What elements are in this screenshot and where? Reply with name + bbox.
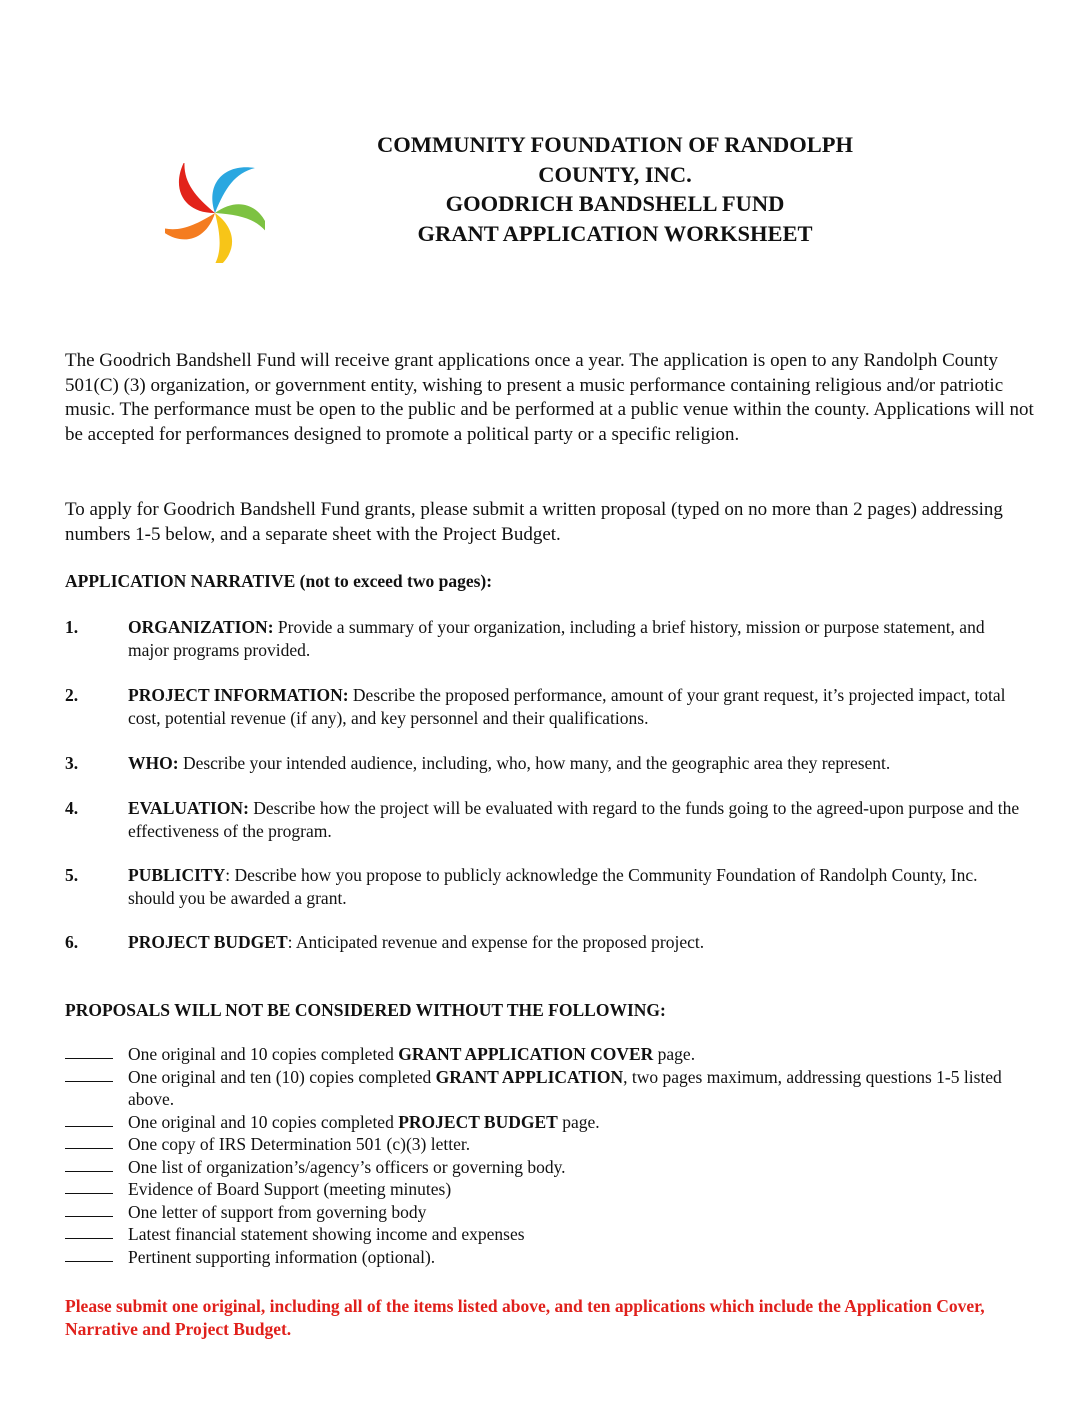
title-line: COMMUNITY FOUNDATION OF RANDOLPH bbox=[376, 132, 853, 157]
item-text: Describe the proposed performance, amount of your grant request, it’s projected impact, total cost, potential revenue (if any), and key personnel and their qualifications. bbox=[128, 685, 1006, 728]
narrative-item-organization bbox=[65, 616, 1025, 662]
checklist-item bbox=[65, 1043, 1025, 1066]
item-text: Describe your intended audience, including, who, how many, and the geographic area they represent. bbox=[178, 753, 891, 773]
item-text: : Anticipated revenue and expense for the proposed project. bbox=[287, 932, 705, 952]
item-text: Describe how the project will be evaluated with regard to the funds going to the agreed-upon purpose and the effectiveness of the program. bbox=[128, 798, 1020, 841]
narrative-item-project-budget bbox=[65, 931, 1025, 954]
checklist-blank-line bbox=[65, 1148, 113, 1149]
checklist-text: Evidence of Board Support (meeting minutes) bbox=[128, 1179, 452, 1199]
swirl-logo-icon bbox=[165, 163, 265, 263]
checklist-text: One letter of support from governing body bbox=[128, 1201, 427, 1222]
item-number: 3. bbox=[65, 753, 79, 773]
checklist-blank-line bbox=[65, 1126, 113, 1127]
checklist-blank-line bbox=[65, 1261, 113, 1262]
checklist-item bbox=[65, 1111, 1025, 1134]
intro-paragraph-2: To apply for Goodrich Bandshell Fund grants, please submit a written proposal (typed on no more than 2 pages) addressing numbers 1-5 below, and a separate sheet with the Project Budget. bbox=[65, 499, 1003, 545]
item-heading: WHO: bbox=[128, 753, 179, 773]
checklist-item bbox=[65, 1178, 1025, 1201]
narrative-item-evaluation bbox=[65, 797, 1025, 843]
checklist-item bbox=[65, 1133, 1025, 1156]
item-heading: PROJECT INFORMATION: bbox=[128, 685, 349, 705]
checklist-bold-text: GRANT APPLICATION bbox=[435, 1066, 624, 1087]
item-text: Provide a summary of your organization, including a brief history, mission or purpose statement, and major programs provided. bbox=[128, 617, 985, 660]
submission-note: Please submit one original, including all of the items listed above, and ten applications which include the Application Cover, Narrative and Project Budget. bbox=[65, 1296, 985, 1339]
requirements-checklist bbox=[65, 1043, 1025, 1268]
checklist-bold-text: PROJECT BUDGET bbox=[398, 1111, 558, 1132]
item-heading: ORGANIZATION: bbox=[128, 617, 274, 637]
narrative-heading: APPLICATION NARRATIVE (not to exceed two pages): bbox=[65, 571, 493, 591]
checklist-item bbox=[65, 1246, 1025, 1269]
checklist-item bbox=[65, 1201, 1025, 1224]
checklist-item bbox=[65, 1156, 1025, 1179]
proposals-heading: PROPOSALS WILL NOT BE CONSIDERED WITHOUT THE FOLLOWING: bbox=[65, 1000, 666, 1020]
title-line: GOODRICH BANDSHELL FUND bbox=[445, 191, 785, 216]
checklist-text: One original and 10 copies completed bbox=[128, 1044, 399, 1064]
item-number: 2. bbox=[65, 685, 79, 705]
item-number: 1. bbox=[65, 617, 79, 637]
item-heading: PUBLICITY bbox=[128, 865, 226, 885]
item-number: 6. bbox=[65, 932, 79, 952]
checklist-blank-line bbox=[65, 1193, 113, 1194]
title-line: GRANT APPLICATION WORKSHEET bbox=[417, 220, 813, 246]
title-line: COUNTY, INC. bbox=[538, 161, 692, 187]
checklist-item bbox=[65, 1066, 1025, 1111]
item-number: 4. bbox=[65, 798, 79, 818]
item-heading: EVALUATION: bbox=[128, 798, 249, 818]
checklist-text: Pertinent supporting information (optional). bbox=[128, 1246, 436, 1267]
checklist-text: Latest financial statement showing income and expenses bbox=[128, 1224, 525, 1244]
checklist-blank-line bbox=[65, 1238, 113, 1239]
checklist-text: One original and 10 copies completed bbox=[128, 1111, 399, 1132]
narrative-item-project-information bbox=[65, 684, 1025, 730]
checklist-blank-line bbox=[65, 1058, 113, 1059]
item-text: : Describe how you propose to publicly acknowledge the Community Foundation of Randolph County, Inc. should you be awarded a grant. bbox=[128, 865, 978, 908]
document-title bbox=[300, 130, 930, 248]
checklist-text: page. bbox=[557, 1111, 600, 1132]
checklist-text: One original and ten (10) copies completed bbox=[128, 1066, 436, 1087]
checklist-text: , two pages maximum, addressing questions 1-5 listed above. bbox=[128, 1066, 1002, 1109]
checklist-bold-text: GRANT APPLICATION COVER bbox=[398, 1044, 654, 1064]
checklist-item bbox=[65, 1223, 1025, 1246]
checklist-text: page. bbox=[653, 1044, 696, 1064]
checklist-blank-line bbox=[65, 1216, 113, 1217]
checklist-text: One list of organization’s/agency’s officers or governing body. bbox=[128, 1156, 566, 1177]
item-heading: PROJECT BUDGET bbox=[128, 932, 288, 952]
item-number: 5. bbox=[65, 865, 79, 885]
narrative-item-publicity bbox=[65, 864, 1025, 910]
checklist-blank-line bbox=[65, 1171, 113, 1172]
checklist-text: One copy of IRS Determination 501 (c)(3) letter. bbox=[128, 1134, 471, 1154]
intro-paragraph-1: The Goodrich Bandshell Fund will receive grant applications once a year. The application is open to any Randolph County 501(C) (3) organization, or government entity, wishing to present a music performance containing religious and/or patriotic music. The performance must be open to the public and be performed at a public venue within the county. Applications will not be accepted for performances designed to promote a political party or a specific religion. bbox=[65, 350, 1034, 445]
narrative-item-who bbox=[65, 752, 1025, 775]
checklist-blank-line bbox=[65, 1081, 113, 1082]
